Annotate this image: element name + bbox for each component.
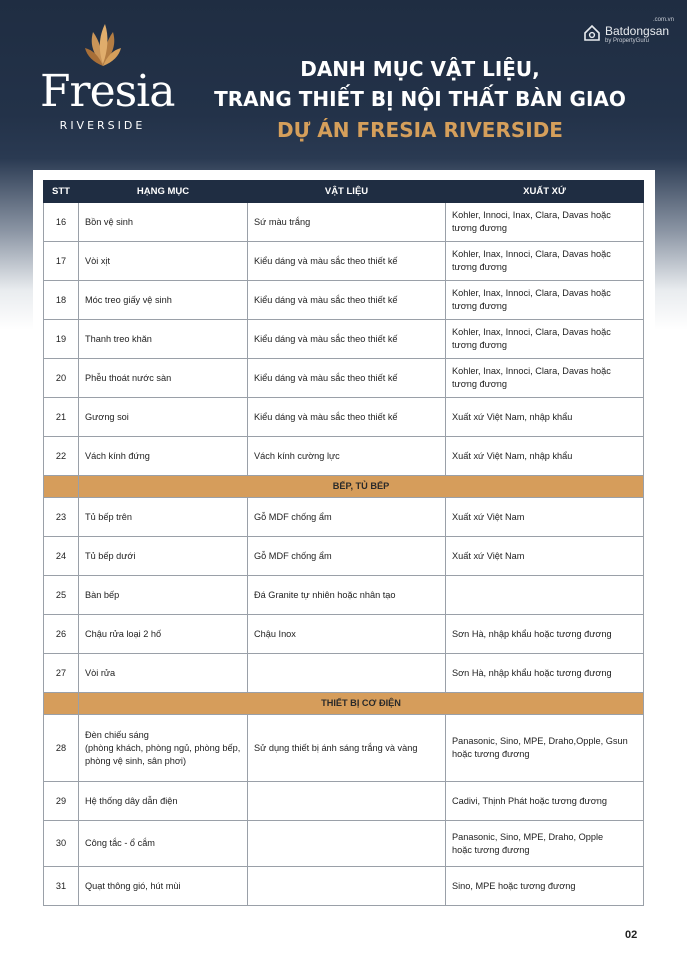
row-item: Chậu rửa loại 2 hố xyxy=(79,615,248,654)
row-item: Phễu thoát nước sàn xyxy=(79,359,248,398)
header-item: HẠNG MỤC xyxy=(79,181,248,203)
row-material: Sử dụng thiết bị ánh sáng trắng và vàng xyxy=(248,715,446,782)
row-material: Gỗ MDF chống ẩm xyxy=(248,498,446,537)
row-stt: 30 xyxy=(44,821,79,867)
page-number: 02 xyxy=(625,929,638,941)
table-row xyxy=(44,537,644,576)
row-material xyxy=(248,654,446,693)
row-origin-line: hoặc tương đương xyxy=(452,844,530,855)
logo-wordmark: Fresia xyxy=(40,66,175,117)
table-header-row xyxy=(44,181,644,203)
header-stt: STT xyxy=(44,181,79,203)
logo-subtitle: RIVERSIDE xyxy=(59,119,146,132)
section-spacer xyxy=(44,693,79,715)
row-item: Gương soi xyxy=(79,398,248,437)
watermark-domain: .com.vn xyxy=(653,17,675,23)
row-origin-line: Panasonic, Sino, MPE, Draho,Opple, Gsun xyxy=(452,736,628,746)
row-stt: 25 xyxy=(44,576,79,615)
header-origin: XUẤT XỨ xyxy=(446,181,644,203)
row-item-line: phòng vệ sinh, sân phơi) xyxy=(85,755,187,766)
row-material: Sứ màu trắng xyxy=(248,203,446,242)
row-origin: Xuất xứ Việt Nam, nhập khẩu xyxy=(446,398,644,437)
title-line-2: TRANG THIẾT BỊ NỘI THẤT BÀN GIAO xyxy=(214,87,626,111)
row-material: Kiểu dáng và màu sắc theo thiết kế xyxy=(248,242,446,281)
row-origin: Kohler, Innoci, Inax, Clara, Davas hoặc tương đương xyxy=(446,203,644,242)
row-origin: Sơn Hà, nhập khẩu hoặc tương đương xyxy=(446,654,644,693)
table-row xyxy=(44,242,644,281)
table-row xyxy=(44,782,644,821)
watermark-sub: by PropertyGuru xyxy=(605,38,650,44)
section-title-kitchen: BẾP, TỦ BẾP xyxy=(79,476,644,498)
row-origin: Kohler, Inax, Innoci, Clara, Davas hoặc tương đương xyxy=(446,281,644,320)
row-origin: Kohler, Inax, Innoci, Clara, Davas hoặc tương đương xyxy=(446,242,644,281)
fresia-logo xyxy=(40,22,175,137)
batdongsan-watermark xyxy=(583,17,678,48)
watermark-name: Batdongsan xyxy=(605,24,670,38)
table-row xyxy=(44,715,644,782)
row-stt: 20 xyxy=(44,359,79,398)
row-stt: 16 xyxy=(44,203,79,242)
table-row xyxy=(44,654,644,693)
row-stt: 26 xyxy=(44,615,79,654)
table-row xyxy=(44,203,644,242)
section-row-kitchen xyxy=(44,476,644,498)
row-stt: 17 xyxy=(44,242,79,281)
table-row xyxy=(44,498,644,537)
table-row xyxy=(44,281,644,320)
row-stt: 28 xyxy=(44,715,79,782)
row-item: Bàn bếp xyxy=(79,576,248,615)
row-item: Tủ bếp trên xyxy=(79,498,248,537)
table-row xyxy=(44,359,644,398)
row-origin-line: Panasonic, Sino, MPE, Draho, Opple xyxy=(452,831,604,842)
row-origin xyxy=(446,821,644,867)
row-stt: 21 xyxy=(44,398,79,437)
row-origin-line: hoặc tương đương xyxy=(452,749,530,759)
row-stt: 22 xyxy=(44,437,79,476)
row-item: Vòi rửa xyxy=(79,654,248,693)
row-item: Vách kính đứng xyxy=(79,437,248,476)
row-item: Vòi xịt xyxy=(79,242,248,281)
document-title xyxy=(205,54,635,146)
row-material: Kiểu dáng và màu sắc theo thiết kế xyxy=(248,359,446,398)
table-row xyxy=(44,398,644,437)
row-material: Kiểu dáng và màu sắc theo thiết kế xyxy=(248,281,446,320)
row-stt: 18 xyxy=(44,281,79,320)
row-origin: Xuất xứ Việt Nam, nhập khẩu xyxy=(446,437,644,476)
table-row xyxy=(44,320,644,359)
row-origin: Sino, MPE hoặc tương đương xyxy=(446,867,644,906)
row-material: Kiểu dáng và màu sắc theo thiết kế xyxy=(248,320,446,359)
row-origin: Xuất xứ Việt Nam xyxy=(446,537,644,576)
row-item xyxy=(79,715,248,782)
row-item-line: (phòng khách, phòng ngủ, phòng bếp, xyxy=(85,742,241,753)
row-item: Tủ bếp dưới xyxy=(79,537,248,576)
row-item: Quạt thông gió, hút mùi xyxy=(79,867,248,906)
row-origin: Sơn Hà, nhập khẩu hoặc tương đương xyxy=(446,615,644,654)
table-row xyxy=(44,615,644,654)
row-item-line: Đèn chiếu sáng xyxy=(85,729,149,740)
row-stt: 31 xyxy=(44,867,79,906)
row-origin: Kohler, Inax, Innoci, Clara, Davas hoặc tương đương xyxy=(446,359,644,398)
title-line-1: DANH MỤC VẬT LIỆU, xyxy=(300,57,540,81)
row-origin xyxy=(446,576,644,615)
materials-table xyxy=(43,180,644,906)
row-material xyxy=(248,782,446,821)
row-stt: 29 xyxy=(44,782,79,821)
row-material xyxy=(248,821,446,867)
flower-icon xyxy=(85,22,121,68)
row-item: Móc treo giấy vệ sinh xyxy=(79,281,248,320)
house-icon xyxy=(583,24,601,42)
table-row xyxy=(44,821,644,867)
row-item: Bồn vệ sinh xyxy=(79,203,248,242)
section-title-electric: THIẾT BỊ CƠ ĐIỆN xyxy=(79,693,644,715)
row-stt: 19 xyxy=(44,320,79,359)
row-origin: Kohler, Inax, Innoci, Clara, Davas hoặc tương đương xyxy=(446,320,644,359)
row-stt: 23 xyxy=(44,498,79,537)
table-row xyxy=(44,867,644,906)
row-material: Kiểu dáng và màu sắc theo thiết kế xyxy=(248,398,446,437)
row-origin xyxy=(446,715,644,782)
project-name: DỰ ÁN FRESIA RIVERSIDE xyxy=(277,118,563,142)
header-material: VẬT LIỆU xyxy=(248,181,446,203)
section-row-electric xyxy=(44,693,644,715)
row-item: Hệ thống dây dẫn điện xyxy=(79,782,248,821)
row-origin: Cadivi, Thịnh Phát hoặc tương đương xyxy=(446,782,644,821)
row-origin: Xuất xứ Việt Nam xyxy=(446,498,644,537)
row-item: Công tắc - ổ cắm xyxy=(79,821,248,867)
table-row xyxy=(44,437,644,476)
row-material: Gỗ MDF chống ẩm xyxy=(248,537,446,576)
row-item: Thanh treo khăn xyxy=(79,320,248,359)
section-spacer xyxy=(44,476,79,498)
row-material xyxy=(248,867,446,906)
row-stt: 24 xyxy=(44,537,79,576)
row-material: Chậu Inox xyxy=(248,615,446,654)
row-material: Vách kính cường lực xyxy=(248,437,446,476)
table-row xyxy=(44,576,644,615)
row-material: Đá Granite tự nhiên hoặc nhân tạo xyxy=(248,576,446,615)
row-stt: 27 xyxy=(44,654,79,693)
